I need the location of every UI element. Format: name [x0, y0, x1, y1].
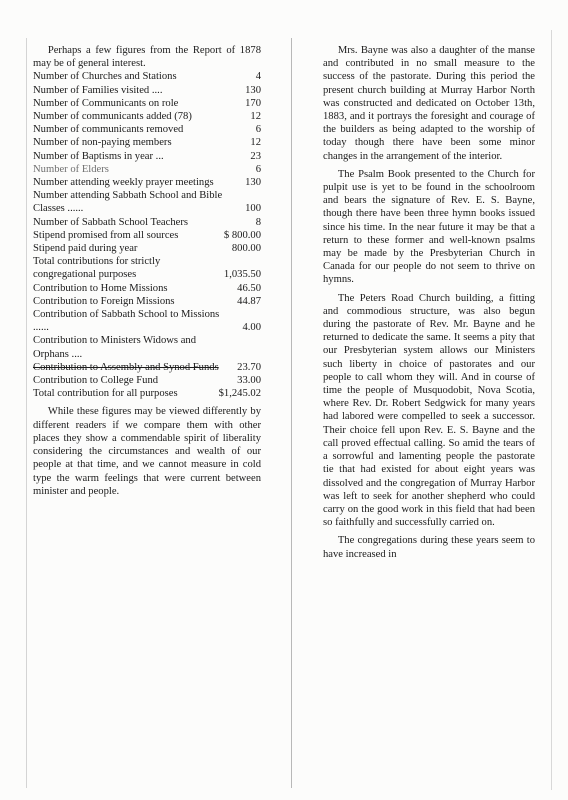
- stat-row: [33, 255, 261, 281]
- stat-label: Contribution to Assembly and Synod Funds: [33, 361, 219, 373]
- right-column: [323, 44, 535, 561]
- stat-row: [33, 110, 261, 123]
- stat-value: 6: [255, 163, 261, 175]
- stat-value: 8: [255, 216, 261, 228]
- stat-label: Number attending weekly prayer meetings: [33, 177, 214, 189]
- stat-row: [33, 229, 261, 242]
- stat-label: Number of communicants added (78): [33, 111, 192, 123]
- stat-label: Contribution to Home Missions: [33, 282, 168, 294]
- stat-label: Total contributions for strictly congregational purposes: [33, 256, 161, 281]
- stat-value: 12: [250, 137, 261, 149]
- stat-row: [33, 216, 261, 229]
- stat-value: $ 800.00: [223, 229, 261, 241]
- stat-value: 23.70: [237, 361, 261, 373]
- clipping-right-edge: [551, 30, 552, 790]
- stat-label: Number of Churches and Stations: [33, 71, 177, 83]
- closing-paragraph: While these figures may be viewed differently by different readers if we compare them with other places they show a commendable spirit of liberality considering the circumstances and wealth of our people at that time, and we cannot measure in cold type the warm feelings that were current between minister and people.: [33, 406, 261, 497]
- stat-label: Number of communicants removed: [33, 124, 184, 136]
- stat-row: [33, 176, 261, 189]
- stat-row: [33, 242, 261, 255]
- stat-value: 100: [245, 203, 261, 215]
- stat-value: 130: [245, 84, 261, 96]
- stat-row: [33, 189, 261, 215]
- stat-value: 23: [250, 150, 261, 162]
- stat-label: Total contribution for all purposes: [33, 388, 178, 400]
- clipping-left-edge: [26, 38, 27, 788]
- stat-row: [33, 84, 261, 97]
- stat-value: 170: [245, 97, 261, 109]
- stat-row: [33, 163, 261, 176]
- stat-row: [33, 361, 261, 374]
- stat-value: 6: [255, 124, 261, 136]
- intro-paragraph: Perhaps a few figures from the Report of 1878 may be of general interest.: [33, 45, 261, 70]
- stat-label: Number of Communicants on role: [33, 97, 179, 109]
- stat-label: Number of Families visited ....: [33, 84, 163, 96]
- stat-value: 44.87: [237, 295, 261, 307]
- stat-value: 33.00: [237, 375, 261, 387]
- stat-row: [33, 282, 261, 295]
- stat-row: [33, 97, 261, 110]
- stat-label: Number attending Sabbath School and Bible Classes ......: [33, 190, 223, 215]
- stat-label: Number of Elders: [33, 163, 109, 175]
- paragraph-bayne: Mrs. Bayne was also a daughter of the manse and contributed in no small measure to the success of the pastorate. During this period the present church building at Murray Harbor North was constructed and dedicated on October 13th, 1883, and it portrays the foresight and courage of the builders as being adapted to the worship of today though there have been some minor changes in the arrangement of the interior.: [323, 45, 535, 162]
- stat-row: [33, 374, 261, 387]
- stat-label: Contribution to Foreign Missions: [33, 295, 175, 307]
- stat-label: Stipend paid during year: [33, 243, 138, 255]
- stat-label: Stipend promised from all sources: [33, 229, 179, 241]
- paragraph-congregations: The congregations during these years seem to have increased in: [323, 535, 535, 560]
- paragraph-psalm-book: The Psalm Book presented to the Church for pulpit use is yet to be found in the schoolroom and bears the signature of Rev. E. S. Bayne, though there have been three hymn books issued since his time. In the near future it may be that a return to these former and well-known psalms may be made by the Presbyterian Church in Canada for our people do not seem to thrive on hymns.: [323, 168, 535, 286]
- stat-value: 4.00: [242, 322, 261, 334]
- stat-row: [33, 334, 261, 360]
- stat-label: Number of Baptisms in year ...: [33, 150, 164, 162]
- stat-label: Contribution to Ministers Widows and Orphans ....: [33, 335, 196, 360]
- stat-row: [33, 150, 261, 163]
- stat-value: 12: [250, 111, 261, 123]
- stat-value: 4: [255, 71, 261, 83]
- stat-row: [33, 387, 261, 400]
- stat-label: Number of Sabbath School Teachers: [33, 216, 188, 228]
- stat-label: Contribution of Sabbath School to Missions ......: [33, 309, 220, 334]
- stat-value: 1,035.50: [223, 269, 261, 281]
- stat-value: $1,245.02: [218, 388, 261, 400]
- stat-row: [33, 308, 261, 334]
- statistics-list: [33, 70, 261, 400]
- paragraph-peters-road: The Peters Road Church building, a fitting and commodious structure, was also begun during the pastorate of Rev. Mr. Bayne and he returned to dedicate the same. It seems a pity that our Presbyterian system allows our Ministers such liberty in choice of pastorates and our people to call whom they will. And in course of time the people of Musquodobit, Nova Scotia, where Rev. Dr. Robert Sedgwick for many years had labored were compelled to seek a successor. Their choice fell upon Rev. E. S. Bayne and the call proved effectual calling. So amid the tears of a sorrowful and lamenting people the pastorate tie that had existed for about eight years was dissolved and the congregation of Murray Harbor was left to seek for another shepherd who could carry on the good work in this field that had been so faithfully and successfully carried on.: [323, 292, 535, 529]
- stat-row: [33, 123, 261, 136]
- column-divider: [291, 38, 292, 788]
- left-column: [33, 44, 261, 498]
- stat-label: Contribution to College Fund: [33, 375, 159, 387]
- stat-value: 800.00: [231, 243, 261, 255]
- stat-label: Number of non-paying members: [33, 137, 172, 149]
- stat-value: 46.50: [237, 282, 261, 294]
- stat-row: [33, 295, 261, 308]
- stat-value: 130: [245, 177, 261, 189]
- stat-row: [33, 70, 261, 83]
- stat-row: [33, 136, 261, 149]
